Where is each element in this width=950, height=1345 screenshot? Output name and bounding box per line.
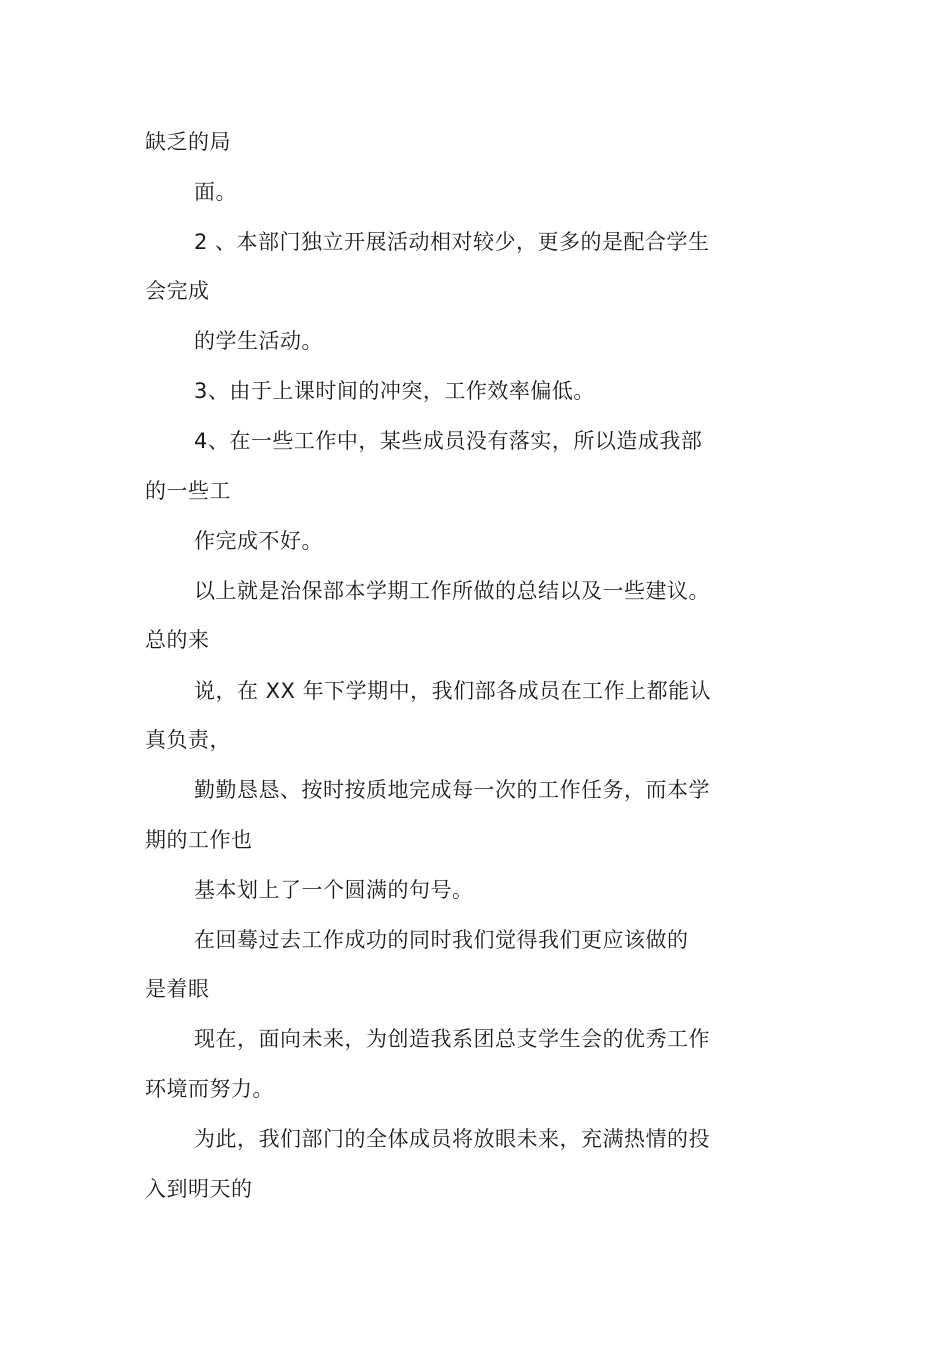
text-line: 基本划上了一个圆满的句号。 [194,878,474,902]
text-line: 会完成 [145,279,210,303]
text-line: 缺乏的局 [145,130,231,154]
text-line: 真负责， [145,728,231,752]
text-line: 现在，面向未来，为创造我系团总支学生会的优秀工作 [194,1027,710,1051]
text-line: 是着眼 [145,977,210,1001]
text-line: 期的工作也 [145,828,253,852]
text-line: 4、在一些工作中，某些成员没有落实，所以造成我部 [194,429,703,453]
text-line: 勤勤恳恳、按时按质地完成每一次的工作任务，而本学 [194,778,710,802]
text-line: 2 、本部门独立开展活动相对较少，更多的是配合学生 [194,230,710,254]
text-line: 的学生活动。 [194,329,323,353]
text-line: 环境而努力。 [145,1077,274,1101]
text-line: 3、由于上课时间的冲突，工作效率偏低。 [194,379,595,403]
text-line: 总的来 [145,628,210,652]
text-line: 面。 [194,180,237,204]
text-line: 以上就是治保部本学期工作所做的总结以及一些建议。 [194,579,710,603]
text-line: 作完成不好。 [194,529,323,553]
text-line: 为此，我们部门的全体成员将放眼未来，充满热情的投 [194,1127,710,1151]
text-line: 说，在 XX 年下学期中，我们部各成员在工作上都能认 [194,679,712,703]
text-line: 在回蓦过去工作成功的同时我们觉得我们更应该做的 [194,928,689,952]
text-line: 的一些工 [145,479,231,503]
text-line: 入到明天的 [145,1177,253,1201]
